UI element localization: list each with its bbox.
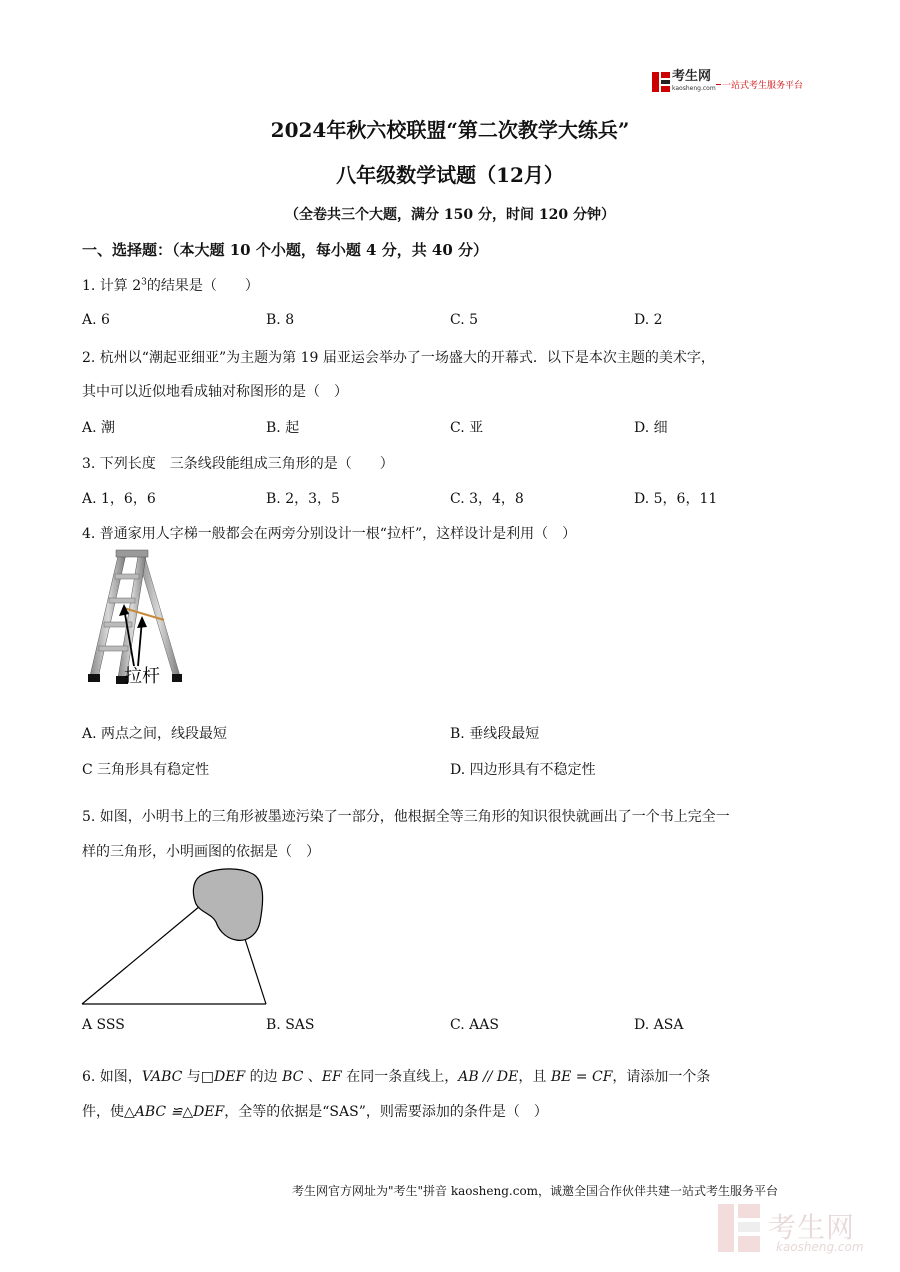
question-2-line1: 2. 杭州以“潮起亚细亚”为主题为第 19 届亚运会举办了一场盛大的开幕式．以下是本次主题的美术字， xyxy=(82,350,715,366)
q1-exponent: 3 xyxy=(141,277,147,288)
q2-option-a: A. 潮 xyxy=(82,420,116,436)
q3-option-d: D. 5，6，11 xyxy=(634,491,718,507)
triangle-ink-figure xyxy=(78,866,278,1008)
watermark-logo-icon xyxy=(718,1204,762,1252)
q6-p1: 6. 如图， xyxy=(82,1069,142,1085)
q2-option-b: B. 起 xyxy=(266,420,300,436)
section-heading: 一、选择题：（本大题 10 个小题，每小题 4 分，共 40 分） xyxy=(82,241,489,259)
watermark-domain: kaosheng.com xyxy=(776,1240,864,1254)
question-5-line1: 5. 如图，小明书上的三角形被墨迹污染了一部分，他根据全等三角形的知识很快就画出了一个书上完全一 xyxy=(82,809,730,825)
q4-option-a: A. 两点之间，线段最短 xyxy=(82,726,228,742)
q6-qm1: △ABC ≌△DEF xyxy=(124,1104,225,1120)
ink-blot xyxy=(193,869,262,940)
q5-option-d: D. ASA xyxy=(634,1017,684,1033)
q6-p5: 在同一条直线上， xyxy=(341,1069,459,1085)
logo-separator xyxy=(716,84,721,85)
question-2-line2: 其中可以近似地看成轴对称图形的是（ ） xyxy=(82,384,348,400)
page-footer: 考生网官方网址为"考生"拼音 kaosheng.com，诚邀全国合作伙伴共建一站式考生服务平台 xyxy=(292,1184,779,1198)
q1-text-b: 的结果是（ ） xyxy=(146,278,259,294)
ladder-rod-label: 拉杆 xyxy=(124,666,160,687)
q6-p6: ，且 xyxy=(518,1069,551,1085)
logo-name: 考生网 xyxy=(672,69,712,84)
question-3: 3. 下列长度 三条线段能组成三角形的是（ ） xyxy=(82,456,394,472)
q5-option-c: C. AAS xyxy=(450,1017,499,1033)
q6-m1: VABC xyxy=(141,1069,183,1085)
q1-option-b: B. 8 xyxy=(266,312,295,328)
q1-option-c: C. 5 xyxy=(450,312,479,328)
q6-m5: AB // DE xyxy=(458,1069,519,1085)
exam-subtitle: 八年级数学试题（12月） xyxy=(336,163,564,187)
q5-option-b: B. SAS xyxy=(266,1017,315,1033)
q6-p3: 的边 xyxy=(245,1069,283,1085)
q6-m2: □DEF xyxy=(200,1069,246,1085)
q4-option-c: C 三角形具有稳定性 xyxy=(82,762,210,778)
q1-option-a: A. 6 xyxy=(82,312,110,328)
question-5-line2: 样的三角形，小明画图的依据是（ ） xyxy=(82,844,320,860)
q6-m3: BC xyxy=(282,1069,304,1085)
logo-slogan: 一站式考生服务平台 xyxy=(722,81,804,91)
exam-note: （全卷共三个大题，满分 150 分，时间 120 分钟） xyxy=(285,207,615,223)
q6-p4: 、 xyxy=(303,1069,322,1085)
logo-domain: kaosheng.com xyxy=(672,85,716,92)
q6-q2: ，全等的依据是“SAS”，则需要添加的条件是（ ） xyxy=(224,1104,548,1120)
q1-text-a: 1. 计算 2 xyxy=(82,278,142,294)
q4-option-d: D. 四边形具有不稳定性 xyxy=(450,762,596,778)
q6-m6: BE = CF xyxy=(550,1069,613,1085)
q6-p2: 与 xyxy=(182,1069,201,1085)
q6-m4: EF xyxy=(321,1069,342,1085)
kaosheng-logo-icon xyxy=(652,72,670,92)
watermark-name: 考生网 xyxy=(768,1211,856,1244)
question-4: 4. 普通家用人字梯一般都会在两旁分别设计一根“拉杆”，这样设计是利用（ ） xyxy=(82,526,577,542)
q3-option-b: B. 2，3，5 xyxy=(266,491,340,507)
q6-p7: ，请添加一个条 xyxy=(612,1069,711,1085)
q2-option-c: C. 亚 xyxy=(450,420,484,436)
question-1 xyxy=(82,275,259,295)
q3-option-c: C. 3，4，8 xyxy=(450,491,524,507)
question-6-line2 xyxy=(82,1101,548,1121)
q6-q1: 件，使 xyxy=(82,1104,124,1120)
q2-option-d: D. 细 xyxy=(634,420,668,436)
ladder-figure xyxy=(82,548,202,710)
question-6-line1 xyxy=(82,1066,710,1086)
q3-option-a: A. 1，6，6 xyxy=(82,491,156,507)
q5-option-a: A SSS xyxy=(82,1017,125,1033)
q1-option-d: D. 2 xyxy=(634,312,663,328)
exam-title: 2024年秋六校联盟“第二次教学大练兵” xyxy=(270,118,630,142)
q4-option-b: B. 垂线段最短 xyxy=(450,726,540,742)
